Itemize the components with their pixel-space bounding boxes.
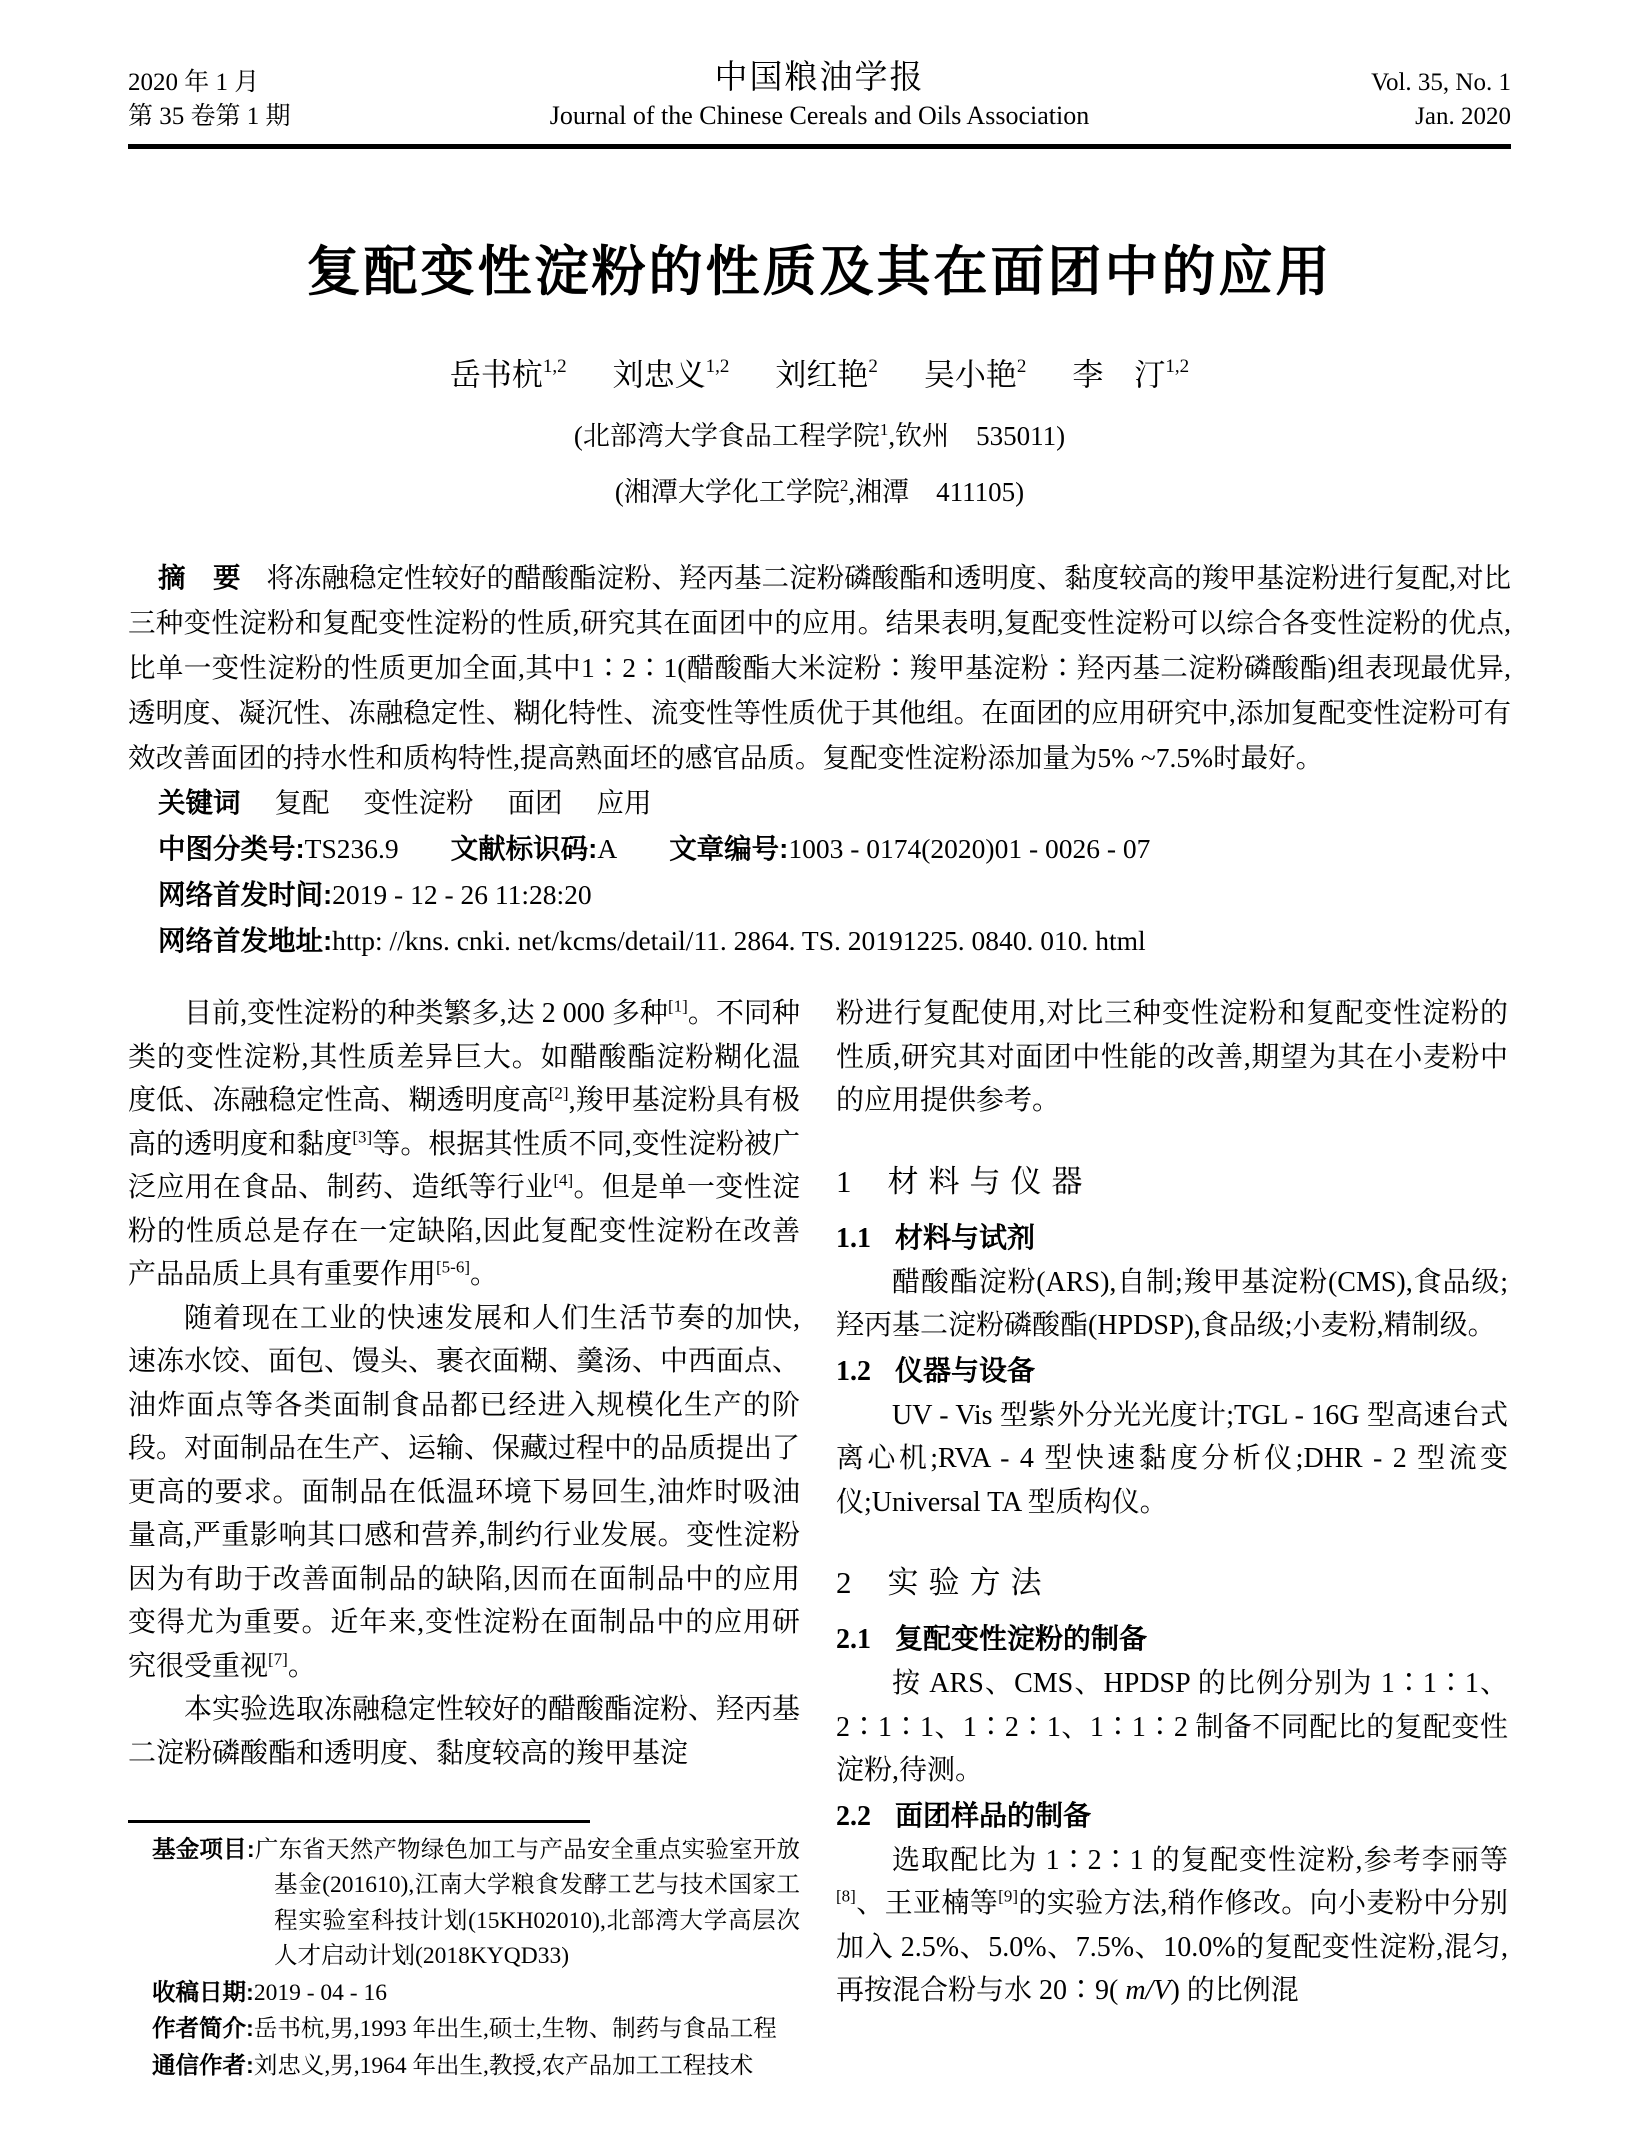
section-1-heading: 1 材料与仪器 [836,1163,1093,1199]
online-url-text: http: //kns. cnki. net/kcms/detail/11. 2864. TS. 20191225. 0840. 010. html [332,925,1146,957]
affiliation: (北部湾大学食品工程学院$^1$,钦州 535011) [573,420,1066,452]
keywords-line [128,780,1511,826]
keyword: 复配 [274,787,330,819]
author [924,349,1027,395]
author-affil-superscript: 1,2 [1165,356,1190,377]
abstract-label: 摘 要 [158,562,241,594]
author-affil-superscript: 1,2 [705,356,730,377]
right-column [836,992,1508,2084]
online-first-time: 网络首发时间:2019 - 12 - 26 11:28:20 [158,879,592,911]
section-1-1-heading: 1.1 材料与试剂 [836,1221,1036,1254]
author [450,349,567,395]
section-1-2-heading: 1.2 仪器与设备 [836,1354,1036,1387]
author-name: 李 汀 [1072,357,1166,393]
keyword: 应用 [596,787,652,819]
journal-title-en: Journal of the Chinese Cereals and Oils Association [549,101,1090,130]
dough-sample-paragraph: 选取配比为 1∶2∶1 的复配变性淀粉,参考李丽等[8]、王亚楠等[9]的实验方法,稍作修改。向小麦粉中分别加入 2.5%、5.0%、7.5%、10.0%的复配变性淀粉,混匀,再按混合粉与水 20∶9( m/V) 的比例混 [836,1844,1508,2007]
author-name: 刘红艳 [775,357,869,393]
author-affil-superscript: 2 [1016,356,1027,377]
intro-paragraph-1: 目前,变性淀粉的种类繁多,达 2 000 多种[1]。不同种类的变性淀粉,其性质差异巨大。如醋酸酯淀粉糊化温度低、冻融稳定性高、糊透明度高[2],羧甲基淀粉具有极高的透明度和黏度[3]等。根据其性质不同,变性淀粉被广泛应用在食品、制药、造纸等行业[4]。但是单一变性淀粉的性质总是存在一定缺陷,因此复配变性淀粉在改善产品品质上具有重要作用[5-6]。 [128,997,800,1291]
intro-paragraph-3-continued: 粉进行复配使用,对比三种变性淀粉和复配变性淀粉的性质,研究其对面团中性能的改善,期望为其在小麦粉中的应用提供参考。 [836,998,1508,1117]
abstract-text: 将冻融稳定性较好的醋酸酯淀粉、羟丙基二淀粉磷酸酯和透明度、黏度较高的羧甲基淀粉进行复配,对比三种变性淀粉和复配变性淀粉的性质,研究其在面团中的应用。结果表明,复配变性淀粉可以综合各变性淀粉的优点,比单一变性淀粉的性质更加全面,其中1∶2∶1(醋酸酯大米淀粉∶羧甲基淀粉∶羟丙基二淀粉磷酸酯)组表现最优异,透明度、凝沉性、冻融稳定性、糊化特性、流变性等性质优于其他组。在面团的应用研究中,添加复配变性淀粉可有效改善面团的持水性和质构特性,提高熟面坯的感官品质。复配变性淀粉添加量为5% ~7.5%时最好。 [128,562,1512,774]
masthead-issue-info [128,66,428,134]
issue-date-en: Jan. 2020 [1415,103,1511,130]
article-number: 文章编号:1003 - 0174(2020)01 - 0026 - 07 [669,833,1151,865]
article-title: 复配变性淀粉的性质及其在面团中的应用 [306,242,1333,302]
author-name: 刘忠义 [612,357,706,393]
clc-number: 中图分类号:TS236.9 [158,833,399,865]
keyword: 面团 [507,787,563,819]
section-2-2-heading: 2.2 面团样品的制备 [836,1799,1092,1832]
left-column [128,992,800,2084]
intro-paragraph-3: 本实验选取冻融稳定性较好的醋酸酯淀粉、羟丙基二淀粉磷酸酯和透明度、黏度较高的羧甲基淀 [128,1694,801,1769]
section-2-heading: 2 实验方法 [836,1565,1052,1601]
footnote-block [128,1820,800,2085]
author-name: 岳书杭 [449,357,543,393]
author-affil-superscript: 2 [868,356,878,377]
classification-line [128,826,1511,872]
instruments-paragraph: UV - Vis 型紫外分光光度计;TGL - 16G 型高速台式离心机;RVA - 4 型快速黏度分析仪;DHR - 2 型流变仪;Universal TA 型质构仪。 [836,1399,1508,1518]
footnote-received-date: 收稿日期:2019 - 04 - 16 [152,1978,387,2006]
materials-paragraph: 醋酸酯淀粉(ARS),自制;羧甲基淀粉(CMS),食品级;羟丙基二淀粉磷酸酯(HPDSP),食品级;小麦粉,精制级。 [836,1266,1508,1342]
keywords-label: 关键词 [158,787,241,819]
footnote-fund: 基金项目:广东省天然产物绿色加工与产品安全重点实验室开放基金(201610),江南大学粮食发酵工艺与技术国家工程实验室科技计划(15KH02010),北部湾大学高层次人才启动计划(2018KYQD33) [152,1835,801,1970]
footnote-corresponding-author: 通信作者:刘忠义,男,1964 年出生,教授,农产品加工工程技术 [152,2051,754,2079]
keyword: 变性淀粉 [363,787,474,819]
intro-paragraph-2: 随着现在工业的快速发展和人们生活节奏的加快,速冻水饺、面包、馒头、裹衣面糊、羹汤、中西面点、油炸面点等各类面制食品都已经进入规模化生产的阶段。对面制品在生产、运输、保藏过程中的品质提出了更高的要求。面制品在低温环境下易回生,油炸时吸油量高,严重影响其口感和营养,制约行业发展。变性淀粉因为有助于改善面制品的缺陷,因而在面制品中的应用变得尤为重要。近年来,变性淀粉在面制品中的应用研究很受重视[7]。 [128,1302,801,1682]
author-affil-superscript: 1,2 [542,356,567,377]
masthead-journal-title [428,58,1211,134]
footnote-author-bio: 作者简介:岳书杭,男,1993 年出生,硕士,生物、制药与食品工程 [152,2015,777,2043]
abstract [128,555,1511,780]
masthead-vol-info [1211,66,1511,134]
author [775,349,878,395]
journal-title-cn: 中国粮油学报 [714,60,925,96]
affiliation-superscript: 1 [879,420,889,440]
journal-masthead [128,58,1511,149]
online-first-url: 网络首发地址:http: //kns. cnki. net/kcms/detail/11. 2864. TS. 20191225. 0840. 010. html [158,925,1146,957]
issue-date: 2020 年 1 月 [128,69,260,96]
preparation-paragraph: 按 ARS、CMS、HPDSP 的比例分别为 1∶1∶1、2∶1∶1、1∶2∶1、1∶1∶2 制备不同配比的复配变性淀粉,待测。 [836,1668,1508,1787]
document-code: 文献标识码:A [450,833,618,865]
issue-volume: 第 35 卷第 1 期 [128,103,291,130]
body-columns [128,992,1511,2084]
affiliation: (湘潭大学化工学院$^2$,湘潭 411105) [614,476,1025,508]
affiliation-list [128,405,1511,517]
affiliation-superscript: 2 [839,476,849,496]
volume-number-en: Vol. 35, No. 1 [1371,69,1511,96]
author-name: 吴小艳 [923,357,1017,393]
author [1072,349,1189,395]
author [613,349,730,395]
author-list [128,349,1511,395]
section-2-1-heading: 2.1 复配变性淀粉的制备 [836,1623,1148,1656]
